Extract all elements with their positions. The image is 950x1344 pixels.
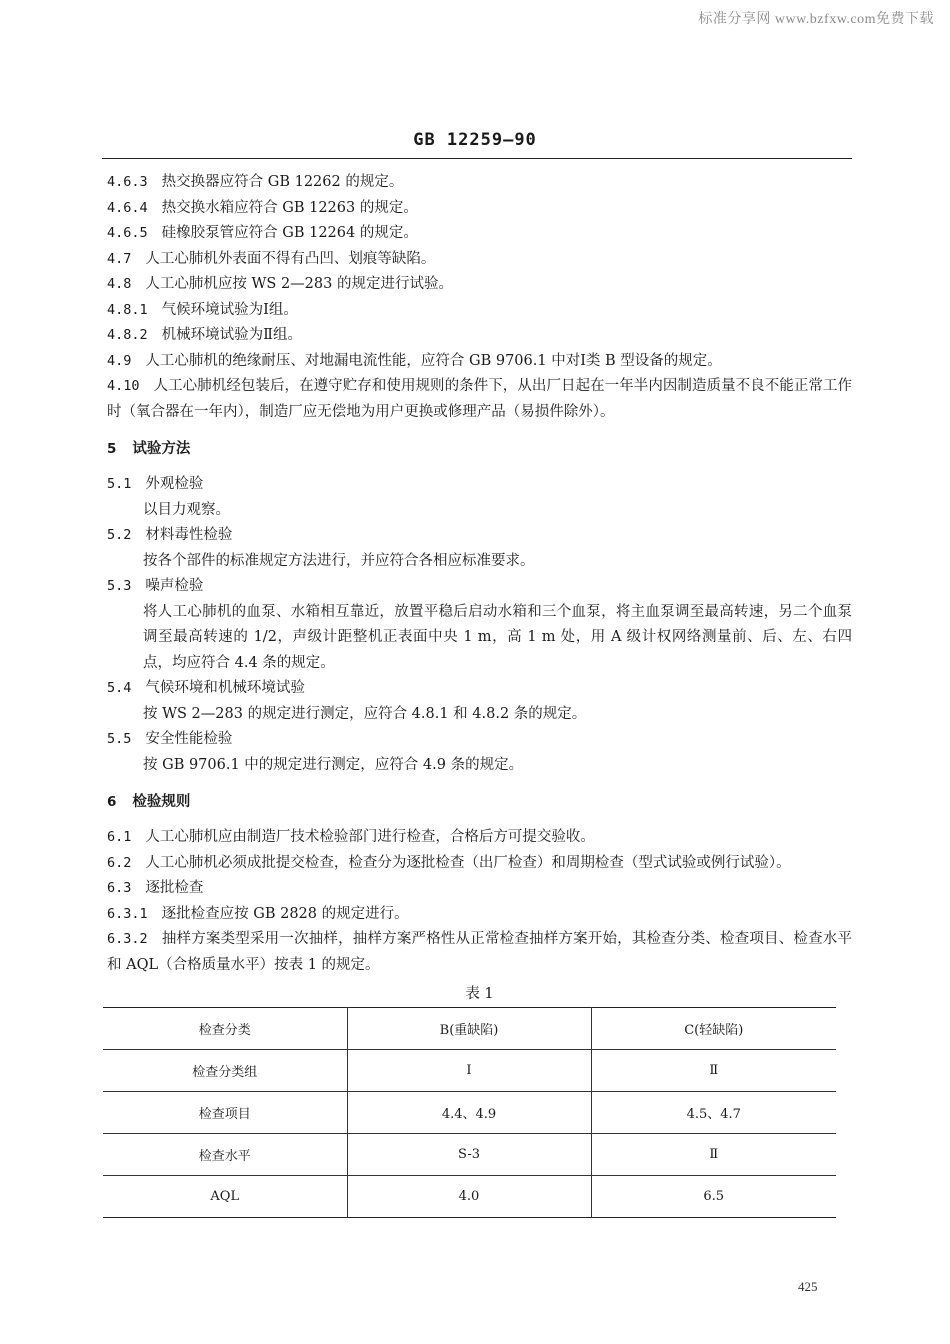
subsection-number: 5.4 — [107, 680, 132, 696]
subsection-title-text: 安全性能检验 — [145, 731, 233, 747]
table-cell: 4.5、4.7 — [591, 1092, 836, 1134]
subsection-title — [107, 676, 852, 702]
clause-text: 人工心肺机应按 WS 2—283 的规定进行试验。 — [145, 276, 453, 292]
clause-text: 硅橡胶泵管应符合 GB 12264 的规定。 — [161, 225, 418, 241]
clause-number: 4.8.1 — [107, 301, 148, 318]
table-cell: 6.5 — [703, 1189, 725, 1204]
table-row — [103, 1134, 836, 1176]
clause — [107, 374, 852, 425]
subsection-title — [107, 727, 852, 753]
clause-text: 气候环境试验为Ⅰ组。 — [161, 301, 298, 318]
table-header-row — [103, 1008, 836, 1050]
table-cell: S-3 — [347, 1134, 591, 1176]
table-cell: C(轻缺陷) — [591, 1008, 836, 1050]
table-cell: Ⅰ — [347, 1050, 591, 1092]
subsection-number: 5.3 — [107, 578, 132, 594]
table-row — [103, 1050, 836, 1092]
subsection-body: 按各个部件的标准规定方法进行，并应符合各相应标准要求。 — [143, 552, 535, 569]
clause-number: 4.6.5 — [107, 225, 148, 241]
table-cell: 4.4、4.9 — [347, 1092, 591, 1134]
subsection-body: 以目力观察。 — [143, 501, 230, 518]
subsection-title-text: 外观检验 — [145, 476, 204, 492]
clause-text: 逐批检查应按 GB 2828 的规定进行。 — [161, 905, 409, 922]
subsection-number: 5.1 — [107, 476, 132, 492]
section-6-title: 检验规则 — [132, 794, 191, 810]
clause-number: 4.8 — [107, 276, 132, 292]
clause-text: 热交换水箱应符合 GB 12263 的规定。 — [161, 199, 418, 216]
clause-number: 4.8.2 — [107, 327, 148, 343]
clause-number: 6.3.2 — [107, 931, 148, 947]
clause-text: 热交换器应符合 GB 12262 的规定。 — [161, 174, 404, 190]
subsection-title — [107, 574, 852, 600]
table-cell: AQL — [103, 1176, 347, 1218]
page-number: 425 — [798, 1279, 818, 1294]
clause-number: 6.1 — [107, 829, 132, 845]
table-cell: 检查分类组 — [103, 1050, 347, 1092]
subsection-body: 将人工心肺机的血泵、水箱相互靠近，放置平稳后启动水箱和三个血泵，将主血泵调至最高转速，另二个血泵调至最高转速的 1/2，声级计距整机正表面中央 1 m，高 1 m 处，用 A 级计权网络测量前、后、左、右四点，均应符合 4.4 条的规定。 — [143, 603, 852, 671]
subsection-title-text: 噪声检验 — [145, 578, 204, 594]
page-header: GB 12259—90 — [413, 130, 537, 150]
subsection-title-text: 气候环境和机械环境试验 — [145, 680, 305, 696]
table-cell: Ⅱ — [591, 1050, 836, 1092]
clause-text: 人工心肺机的绝缘耐压、对地漏电流性能，应符合 GB 9706.1 中对Ⅰ类 B 型设备的规定。 — [145, 352, 722, 369]
clause — [107, 825, 852, 851]
watermark: 标准分享网 www.bzfxw.com免费下载 — [698, 12, 934, 27]
clause-number: 4.7 — [107, 250, 132, 267]
clause — [107, 298, 852, 324]
clause — [107, 927, 852, 978]
table-cell: B(重缺陷) — [347, 1008, 591, 1050]
clause — [107, 902, 852, 928]
clause — [107, 221, 852, 247]
clauses-6 — [107, 825, 852, 978]
clause — [107, 170, 852, 196]
subsection-title-text: 材料毒性检验 — [145, 527, 233, 543]
table-caption: 表 1 — [465, 986, 494, 1002]
subsection-title — [107, 472, 852, 498]
table-cell: Ⅱ — [591, 1134, 836, 1176]
subsection-body: 按 WS 2—283 的规定进行测定，应符合 4.8.1 和 4.8.2 条的规定。 — [143, 705, 587, 722]
section-5-title: 试验方法 — [132, 441, 191, 457]
clause-text: 抽样方案类型采用一次抽样，抽样方案严格性从正常检查抽样方案开始，其检查分类、检查项目、检查水平和 AQL（合格质量水平）按表 1 的规定。 — [107, 931, 852, 973]
section-5-heading — [107, 437, 852, 462]
table-cell: 4.0 — [347, 1176, 591, 1218]
clause-number: 6.3 — [107, 880, 132, 896]
clause — [107, 349, 852, 375]
subsection-body: 按 GB 9706.1 中的规定进行测定，应符合 4.9 条的规定。 — [143, 756, 524, 773]
header-rule — [102, 158, 852, 159]
clause — [107, 851, 852, 877]
subsection-number: 5.2 — [107, 527, 132, 543]
table-1 — [103, 1007, 836, 1218]
table-row — [103, 1092, 836, 1134]
subsection-title — [107, 523, 852, 549]
clause-text: 人工心肺机外表面不得有凸凹、划痕等缺陷。 — [145, 250, 436, 267]
clause-number: 6.2 — [107, 854, 132, 871]
clause-number: 4.10 — [107, 378, 140, 394]
clause-text: 人工心肺机必须成批提交检查，检查分为逐批检查（出厂检查）和周期检查（型式试验或例行试验）。 — [145, 854, 791, 871]
table-cell: 检查项目 — [103, 1092, 347, 1134]
clause-text: 逐批检查 — [145, 880, 204, 896]
clause — [107, 876, 852, 902]
clause — [107, 272, 852, 298]
subsection-number: 5.5 — [107, 731, 132, 747]
table-row — [103, 1176, 836, 1218]
clauses-5 — [107, 472, 852, 778]
table-cell: 检查分类 — [103, 1008, 347, 1050]
clause-number: 4.9 — [107, 352, 132, 369]
section-5-number: 5 — [107, 441, 117, 457]
clauses-4 — [107, 170, 852, 425]
clause — [107, 323, 852, 349]
document-body — [107, 170, 852, 1218]
clause-text: 机械环境试验为Ⅱ组。 — [161, 327, 302, 343]
table-cell: 检查水平 — [103, 1134, 347, 1176]
clause-text: 人工心肺机应由制造厂技术检验部门进行检查，合格后方可提交验收。 — [145, 829, 595, 845]
clause-number: 4.6.3 — [107, 174, 148, 190]
clause-number: 4.6.4 — [107, 199, 148, 216]
section-6-heading — [107, 790, 852, 815]
clause-number: 6.3.1 — [107, 905, 148, 922]
section-6-number: 6 — [107, 794, 117, 810]
clause — [107, 196, 852, 222]
clause — [107, 247, 852, 273]
clause-text: 人工心肺机经包装后，在遵守贮存和使用规则的条件下，从出厂日起在一年半内因制造质量不良不能正常工作时（氧合器在一年内），制造厂应无偿地为用户更换或修理产品（易损件除外）。 — [107, 378, 852, 420]
